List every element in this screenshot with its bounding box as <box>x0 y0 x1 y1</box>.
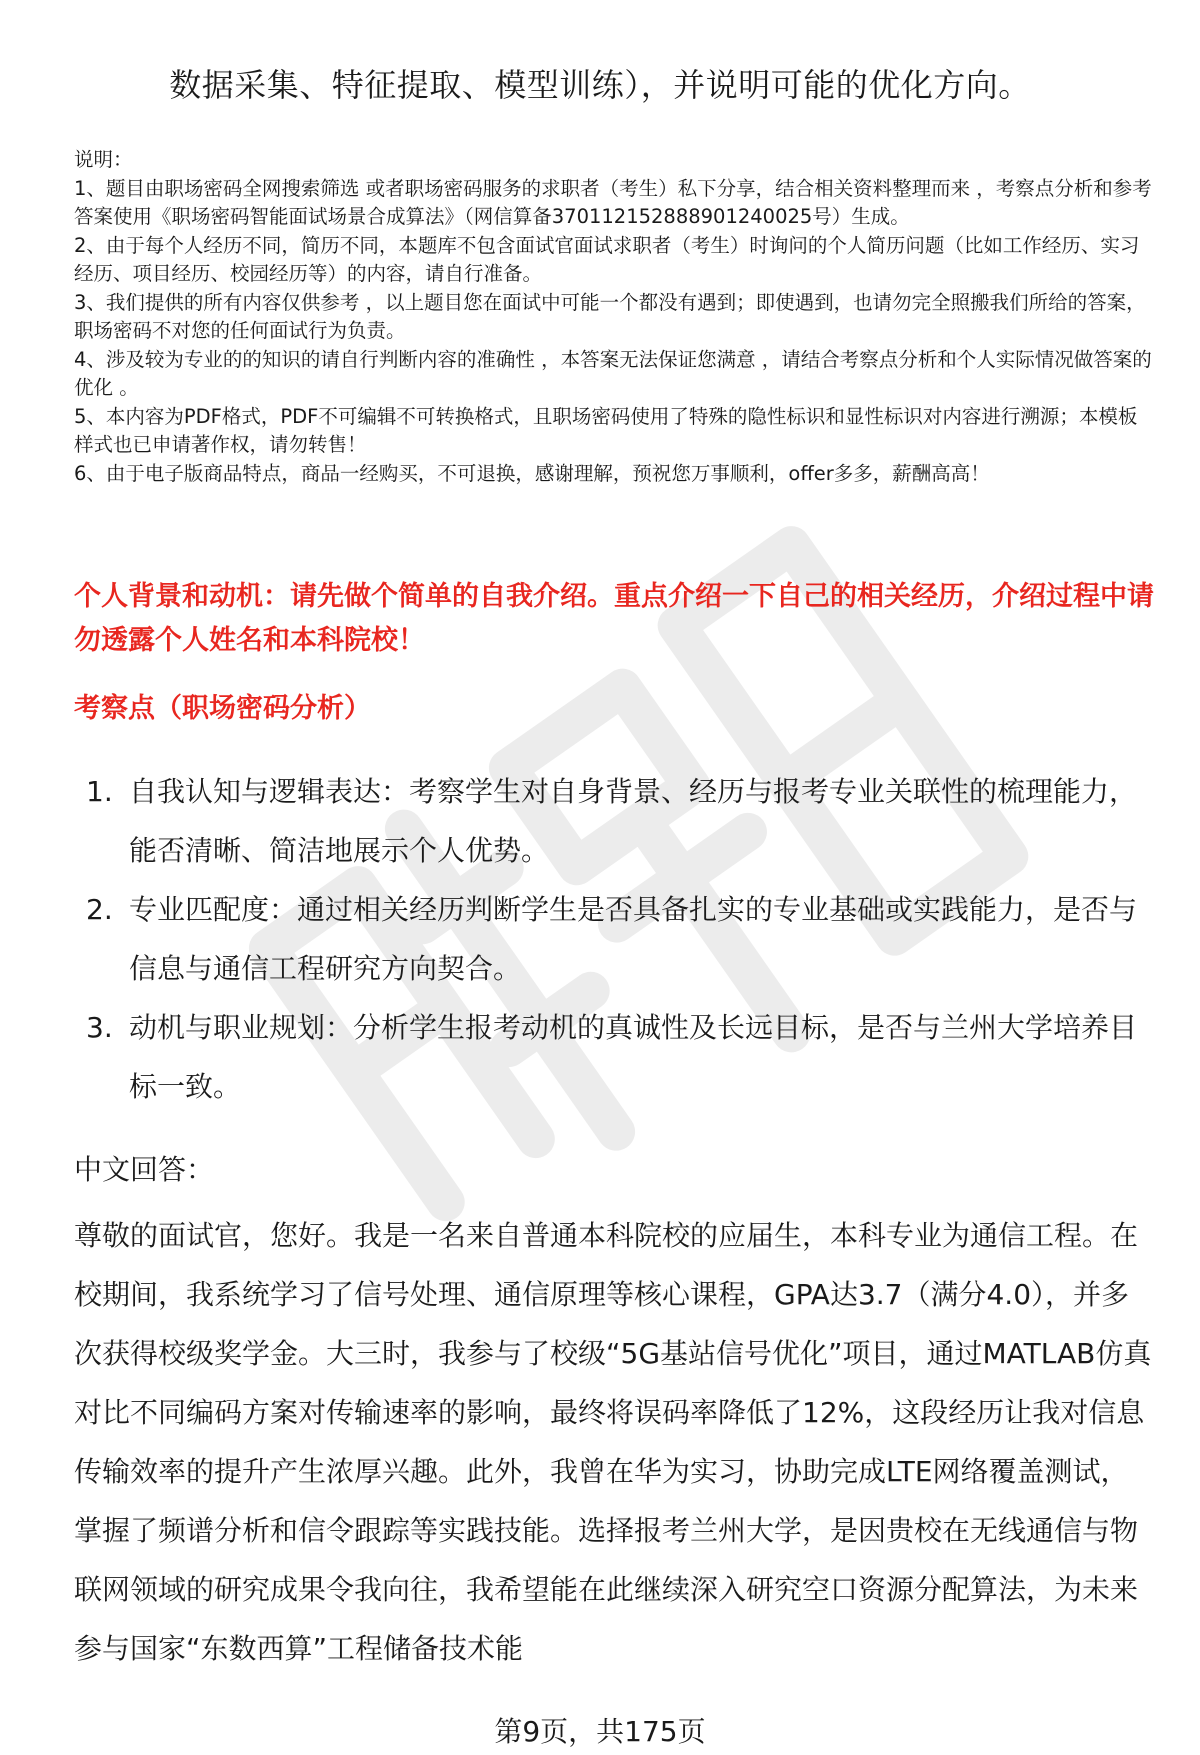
notice-title: 说明： <box>74 148 133 171</box>
page-number: 第9页，共175页 <box>494 1715 706 1748</box>
notice-block <box>74 146 1154 488</box>
list-item <box>74 762 1154 880</box>
notice-item: 1、题目由职场密码全网搜索筛选 或者职场密码服务的求职者（考生）私下分享，结合相关资料整理而来 ，考察点分析和参考答案使用《职场密码智能面试场景合成算法》（网信算备370112152888901240025号）生成。 <box>74 176 1152 228</box>
answer-label: 中文回答： <box>74 1153 215 1186</box>
notice-item: 2、由于每个人经历不同，简历不同，本题库不包含面试官面试求职者（考生）时询问的个人简历问题（比如工作经历、实习经历、项目经历、校园经历等）的内容，请自行准备。 <box>74 233 1140 285</box>
section-heading-analysis: 考察点（职场密码分析） <box>74 693 371 724</box>
list-item-number: 3. <box>86 1011 113 1044</box>
list-item-number: 1. <box>86 775 113 808</box>
list-item <box>74 998 1154 1116</box>
answer-body: 尊敬的面试官，您好。我是一名来自普通本科院校的应届生，本科专业为通信工程。在校期间，我系统学习了信号处理、通信原理等核心课程，GPA达3.7（满分4.0），并多次获得校级奖学金。大三时，我参与了校级“5G基站信号优化”项目，通过MATLAB仿真对比不同编码方案对传输速率的影响，最终将误码率降低了12%，这段经历让我对信息传输效率的提升产生浓厚兴趣。此外，我曾在华为实习，协助完成LTE网络覆盖测试，掌握了频谱分析和信令跟踪等实践技能。选择报考兰州大学，是因贵校在无线通信与物联网领域的研究成果令我向往，我希望能在此继续深入研究空口资源分配算法，为未来参与国家“东数西算”工程储备技术能 <box>74 1219 1152 1665</box>
notice-item: 3、我们提供的所有内容仅供参考 ，以上题目您在面试中可能一个都没有遇到；即使遇到，也请勿完全照搬我们所给的答案，职场密码不对您的任何面试行为负责。 <box>74 290 1146 342</box>
list-item-text: 自我认知与逻辑表达：考察学生对自身背景、经历与报考专业关联性的梳理能力，能否清晰、简洁地展示个人优势。 <box>129 775 1138 867</box>
analysis-points-list <box>74 762 1154 1116</box>
notice-item: 5、本内容为PDF格式，PDF不可编辑不可转换格式，且职场密码使用了特殊的隐性标识和显性标识对内容进行溯源；本模板样式也已申请著作权，请勿转售！ <box>74 404 1138 456</box>
question-tail-line: 数据采集、特征提取、模型训练），并说明可能的优化方向。 <box>169 66 1031 104</box>
list-item-text: 专业匹配度：通过相关经历判断学生是否具备扎实的专业基础或实践能力，是否与信息与通信工程研究方向契合。 <box>129 893 1138 985</box>
list-item-text: 动机与职业规划：分析学生报考动机的真诚性及长远目标，是否与兰州大学培养目标一致。 <box>129 1011 1138 1103</box>
notice-item: 4、涉及较为专业的的知识的请自行判断内容的准确性 ，本答案无法保证您满意 ，请结合考察点分析和个人实际情况做答案的优化 。 <box>74 347 1152 399</box>
question-title: 个人背景和动机：请先做个简单的自我介绍。重点介绍一下自己的相关经历，介绍过程中请勿透露个人姓名和本科院校！ <box>74 581 1154 656</box>
notice-item: 6、由于电子版商品特点，商品一经购买，不可退换，感谢理解，预祝您万事顺利，offer多多，薪酬高高！ <box>74 461 990 485</box>
list-item <box>74 880 1154 998</box>
list-item-number: 2. <box>86 893 113 926</box>
